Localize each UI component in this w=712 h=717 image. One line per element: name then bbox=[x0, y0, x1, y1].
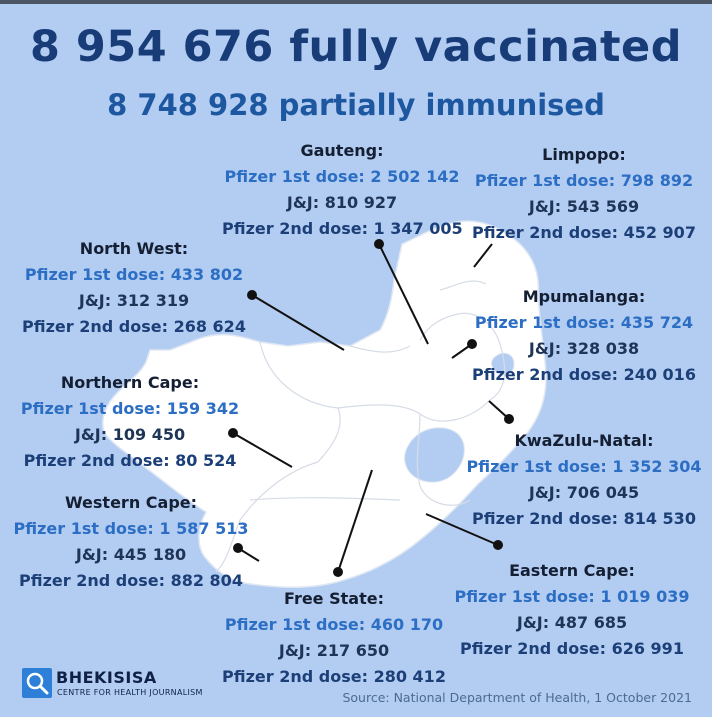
logo-subtitle: CENTRE FOR HEALTH JOURNALISM bbox=[57, 688, 203, 697]
province-kwazulu-natal bbox=[466, 428, 702, 532]
province-limpopo bbox=[470, 142, 698, 246]
jj-dose: J&J: 543 569 bbox=[528, 197, 640, 216]
dot-free-state bbox=[333, 567, 343, 577]
pfizer-2nd-dose: Pfizer 2nd dose: 1 347 005 bbox=[222, 219, 463, 238]
source-note: Source: National Department of Health, 1 October 2021 bbox=[342, 690, 692, 705]
pfizer-2nd-dose: Pfizer 2nd dose: 280 412 bbox=[222, 667, 446, 686]
magnifier-logo-icon bbox=[22, 668, 52, 698]
pfizer-1st-dose: Pfizer 1st dose: 1 019 039 bbox=[454, 587, 690, 606]
pfizer-1st-dose: Pfizer 1st dose: 460 170 bbox=[224, 615, 444, 634]
province-name: Free State: bbox=[284, 589, 384, 608]
jj-dose: J&J: 312 319 bbox=[78, 291, 190, 310]
dot-north-west bbox=[247, 290, 257, 300]
province-name: Eastern Cape: bbox=[509, 561, 635, 580]
jj-dose: J&J: 328 038 bbox=[528, 339, 640, 358]
pfizer-1st-dose: Pfizer 1st dose: 159 342 bbox=[20, 399, 240, 418]
headline-partially-immunised: 8 748 928 partially immunised bbox=[107, 88, 605, 122]
province-north-west bbox=[20, 236, 248, 340]
dot-kwazulu-natal bbox=[504, 414, 514, 424]
province-name: Western Cape: bbox=[64, 493, 198, 512]
logo-name: BHEKISISA bbox=[56, 668, 157, 687]
jj-dose: J&J: 487 685 bbox=[516, 613, 628, 632]
jj-dose: J&J: 445 180 bbox=[75, 545, 187, 564]
pfizer-2nd-dose: Pfizer 2nd dose: 452 907 bbox=[472, 223, 696, 242]
pfizer-1st-dose: Pfizer 1st dose: 1 352 304 bbox=[466, 457, 702, 476]
pfizer-1st-dose: Pfizer 1st dose: 798 892 bbox=[474, 171, 694, 190]
province-gauteng bbox=[222, 138, 462, 242]
leader-gauteng bbox=[379, 244, 428, 344]
province-name: Gauteng: bbox=[300, 141, 384, 160]
province-name: Limpopo: bbox=[542, 145, 626, 164]
leader-free-state bbox=[338, 470, 372, 572]
pfizer-1st-dose: Pfizer 1st dose: 2 502 142 bbox=[224, 167, 460, 186]
province-name: North West: bbox=[79, 239, 189, 258]
province-western-cape bbox=[10, 490, 252, 594]
province-free-state bbox=[220, 586, 448, 690]
jj-dose: J&J: 217 650 bbox=[278, 641, 390, 660]
pfizer-2nd-dose: Pfizer 2nd dose: 882 804 bbox=[19, 571, 243, 590]
pfizer-2nd-dose: Pfizer 2nd dose: 240 016 bbox=[472, 365, 696, 384]
headline-fully-vaccinated: 8 954 676 fully vaccinated bbox=[29, 22, 683, 72]
jj-dose: J&J: 706 045 bbox=[528, 483, 640, 502]
pfizer-1st-dose: Pfizer 1st dose: 433 802 bbox=[24, 265, 244, 284]
pfizer-2nd-dose: Pfizer 2nd dose: 814 530 bbox=[472, 509, 696, 528]
leader-north-west bbox=[252, 295, 344, 350]
province-name: KwaZulu-Natal: bbox=[514, 431, 654, 450]
pfizer-2nd-dose: Pfizer 2nd dose: 268 624 bbox=[22, 317, 246, 336]
pfizer-2nd-dose: Pfizer 2nd dose: 80 524 bbox=[23, 451, 237, 470]
province-northern-cape bbox=[14, 370, 246, 474]
pfizer-1st-dose: Pfizer 1st dose: 435 724 bbox=[474, 313, 694, 332]
province-mpumalanga bbox=[470, 284, 698, 388]
pfizer-2nd-dose: Pfizer 2nd dose: 626 991 bbox=[460, 639, 684, 658]
jj-dose: J&J: 109 450 bbox=[74, 425, 186, 444]
leader-limpopo bbox=[474, 244, 492, 267]
jj-dose: J&J: 810 927 bbox=[286, 193, 398, 212]
province-name: Mpumalanga: bbox=[522, 287, 646, 306]
province-name: Northern Cape: bbox=[60, 373, 200, 392]
pfizer-1st-dose: Pfizer 1st dose: 1 587 513 bbox=[13, 519, 249, 538]
dot-eastern-cape bbox=[493, 540, 503, 550]
province-eastern-cape bbox=[454, 558, 690, 662]
